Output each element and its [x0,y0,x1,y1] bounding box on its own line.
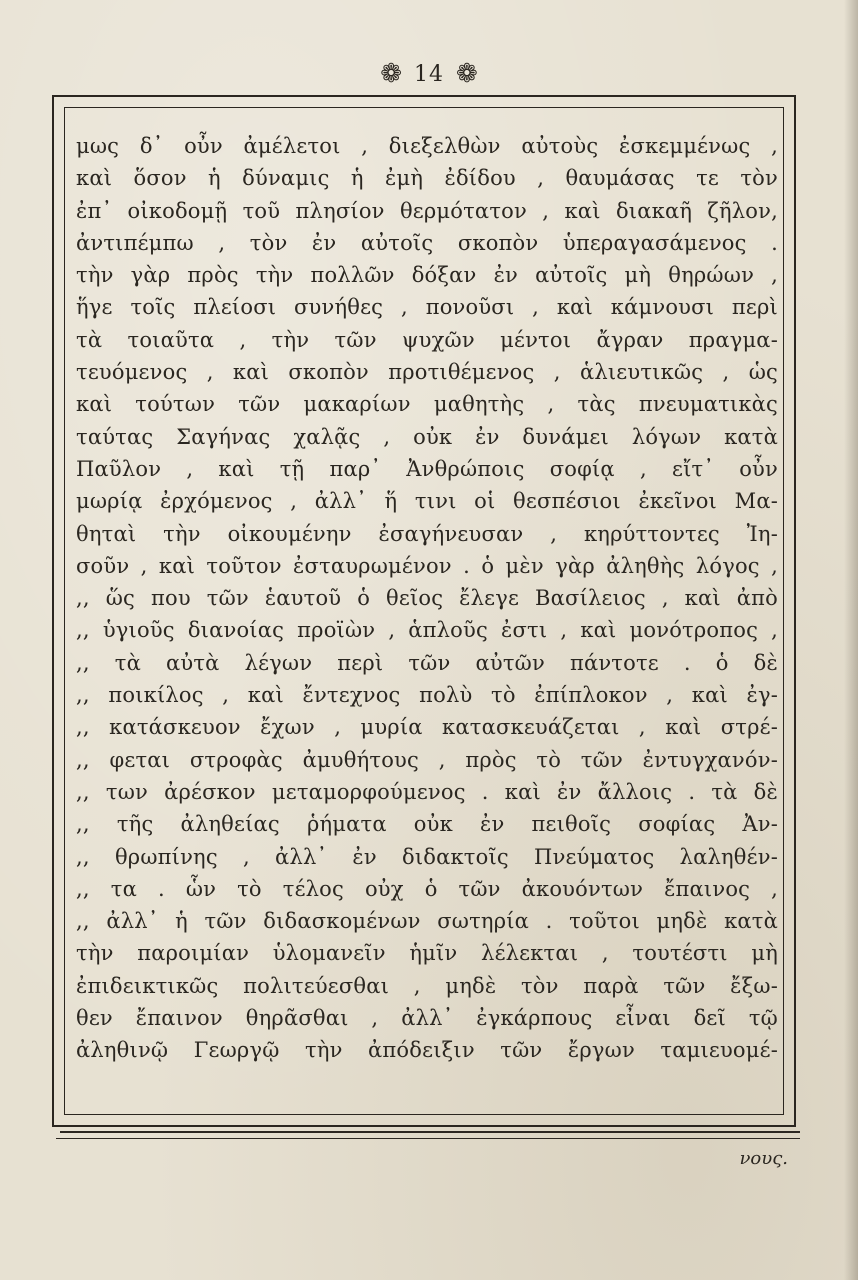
page-header [0,56,858,92]
catchword: νους. [739,1148,788,1169]
text-line: ἐπ᾽ οἰκοδομῇ τοῦ πλησίον θερμότατον , καὶ διακαῆ ζῆλον, [76,198,778,223]
text-line: τὴν γὰρ πρὸς τὴν πολλῶν δόξαν ἐν αὐτοῖς μὴ θηρώων , [76,263,778,288]
text-line: ,, τα . ὧν τὸ τέλος οὐχ ὁ τῶν ἀκουόντων ἔπαινος , [76,876,778,901]
text-line: ἥγε τοῖς πλείοσι συνήθες , πονοῦσι , καὶ κάμνουσι περὶ [76,295,778,320]
text-line: ,, ποικίλος , καὶ ἔντεχνος πολὺ τὸ ἐπίπλοκον , καὶ ἐγ- [76,683,778,708]
text-line: σοῦν , καὶ τοῦτον ἐσταυρωμένον . ὁ μὲν γὰρ ἀληθὴς λόγος , [76,553,778,578]
text-line: ,, ὥς που τῶν ἑαυτοῦ ὁ θεῖος ἔλεγε Βασίλειος , καὶ ἀπὸ [76,586,778,611]
text-line: ,, φεται στροφὰς ἀμυθήτους , πρὸς τὸ τῶν ἐντυγχανόν- [76,747,778,772]
ornament-left-icon: ❁ [380,59,402,89]
text-line: ἀληθινῷ Γεωργῷ τὴν ἀπόδειξιν τῶν ἔργων ταμιευομέ- [76,1038,778,1063]
text-line: τὴν παροιμίαν ὑλομανεῖν ἡμῖν λέλεκται , τουτέστι μὴ [76,941,778,966]
text-line: ,, κατάσκευον ἔχων , μυρία κατασκευάζεται , καὶ στρέ- [76,715,778,740]
text-line: ,, θρωπίνης , ἀλλ᾽ ἐν διδακτοῖς Πνεύματος λαληθέν- [76,844,778,869]
text-line: ,, των ἀρέσκον μεταμορφούμενος . καὶ ἐν ἄλλοις . τὰ δὲ [76,779,778,804]
text-line: ταύτας Σαγήνας χαλᾷς , οὐκ ἐν δυνάμει λόγων κατὰ [76,424,778,449]
text-line: τευόμενος , καὶ σκοπὸν προτιθέμενος , ἁλιευτικῶς , ὡς [76,360,778,385]
text-line: ἐπιδεικτικῶς πολιτεύεσθαι , μηδὲ τὸν παρὰ τῶν ἔξω- [76,973,778,998]
text-line: μωρίᾳ ἐρχόμενος , ἀλλ᾽ ἥ τινι οἱ θεσπέσιοι ἐκεῖνοι Μα- [76,489,778,514]
page-number: 14 [414,61,444,87]
text-line: θηταὶ τὴν οἰκουμένην ἐσαγήνευσαν , κηρύττοντες Ἰη- [76,521,778,546]
text-line: ,, ὑγιοῦς διανοίας προϊὼν , ἁπλοῦς ἐστι , καὶ μονότροπος , [76,618,778,643]
text-line: τὰ τοιαῦτα , τὴν τῶν ψυχῶν μέντοι ἄγραν πραγμα- [76,327,778,352]
text-line: ,, τὰ αὐτὰ λέγων περὶ τῶν αὐτῶν πάντοτε . ὁ δὲ [76,650,778,675]
page-edge-shadow [844,0,858,1280]
text-line: ,, ἀλλ᾽ ἡ τῶν διδασκομένων σωτηρία . τοῦτοι μηδὲ κατὰ [76,909,778,934]
text-line: καὶ τούτων τῶν μακαρίων μαθητὴς , τὰς πνευματικὰς [76,392,778,417]
bottom-rule-thick [60,1131,800,1133]
text-line: μως δ᾽ οὖν ἀμέλετοι , διεξελθὼν αὐτοὺς ἐσκεμμένως , [76,134,778,158]
text-line: Παῦλον , καὶ τῇ παρ᾽ Ἀνθρώποις σοφίᾳ , εἴτ᾽ οὖν [76,456,778,481]
bottom-rule-thin [56,1138,800,1139]
body-text [76,130,778,1110]
text-line: καὶ ὅσον ἡ δύναμις ἡ ἐμὴ ἐδίδου , θαυμάσας τε τὸν [76,166,778,191]
ornament-right-icon: ❁ [456,59,478,89]
text-line: θεν ἔπαινον θηρᾶσθαι , ἀλλ᾽ ἐγκάρπους εἶναι δεῖ τῷ [76,1006,778,1031]
text-line: ,, τῆς ἀληθείας ῥήματα οὐκ ἐν πειθοῖς σοφίας Ἀν- [76,812,778,837]
text-line: ἀντιπέμπω , τὸν ἐν αὐτοῖς σκοπὸν ὑπεραγασάμενος . [76,230,778,255]
